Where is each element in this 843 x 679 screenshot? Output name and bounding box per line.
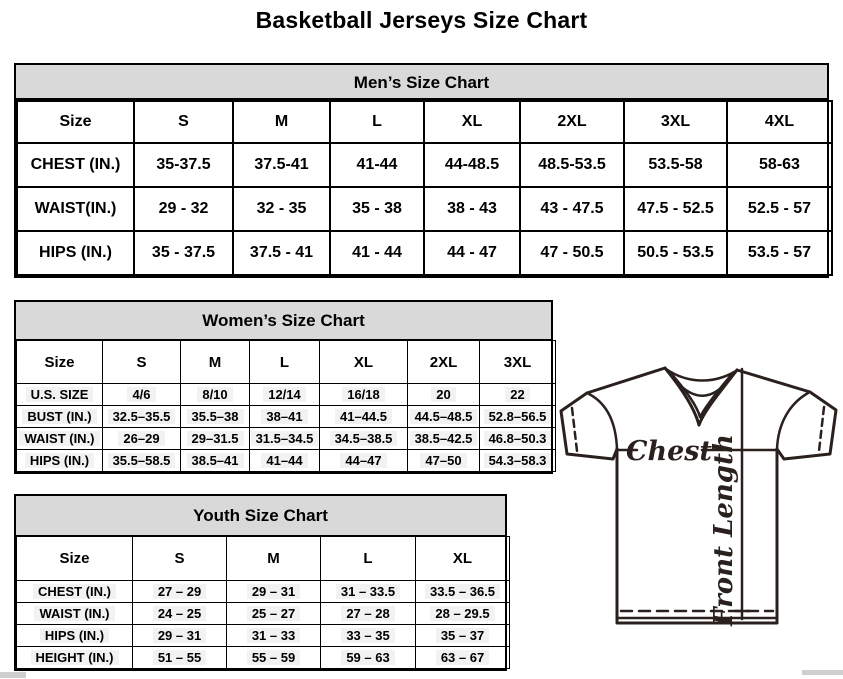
size-value-cell: 44 - 47 xyxy=(424,231,520,275)
youth-size-table xyxy=(16,536,510,669)
jersey-right-shoulder xyxy=(737,370,810,392)
row-label: HIPS (IN.) xyxy=(17,231,134,275)
measurement-row xyxy=(17,406,556,428)
size-column-header: M xyxy=(227,537,321,581)
measurement-row xyxy=(17,450,556,472)
size-value-cell: 52.8–56.5 xyxy=(480,406,556,428)
size-value-cell: 38 - 43 xyxy=(424,187,520,231)
measurement-row xyxy=(17,625,510,647)
size-value-cell: 47 - 50.5 xyxy=(520,231,624,275)
size-value-cell: 59 – 63 xyxy=(321,647,416,669)
size-value-cell: 26–29 xyxy=(103,428,181,450)
size-value-cell: 22 xyxy=(480,384,556,406)
row-label: HIPS (IN.) xyxy=(17,450,103,472)
chest-label: Chest xyxy=(626,436,712,467)
size-value-cell: 46.8–50.3 xyxy=(480,428,556,450)
size-column-header: XL xyxy=(424,101,520,143)
size-value-cell: 24 – 25 xyxy=(133,603,227,625)
size-value-cell: 38.5–41 xyxy=(181,450,250,472)
jersey-right-armhole-seam xyxy=(777,393,808,449)
size-value-cell: 47–50 xyxy=(408,450,480,472)
size-value-cell: 8/10 xyxy=(181,384,250,406)
scrollbar-fragment-right[interactable] xyxy=(802,670,843,675)
youth-chart-title: Youth Size Chart xyxy=(16,496,505,536)
jersey-torso xyxy=(617,449,777,623)
size-value-cell: 35-37.5 xyxy=(134,143,233,187)
size-value-cell: 44-48.5 xyxy=(424,143,520,187)
row-label: WAIST (IN.) xyxy=(17,603,133,625)
jersey-left-armhole-seam xyxy=(589,394,617,449)
size-column-header: XL xyxy=(416,537,510,581)
size-value-cell: 34.5–38.5 xyxy=(320,428,408,450)
size-column-header: S xyxy=(133,537,227,581)
size-value-cell: 41-44 xyxy=(330,143,424,187)
size-value-cell: 35.5–58.5 xyxy=(103,450,181,472)
size-column-header: L xyxy=(250,341,320,384)
size-value-cell: 38–41 xyxy=(250,406,320,428)
size-value-cell: 55 – 59 xyxy=(227,647,321,669)
jersey-right-cuff-dashes xyxy=(819,407,824,451)
size-column-header: XL xyxy=(320,341,408,384)
size-value-cell: 35 - 37.5 xyxy=(134,231,233,275)
size-column-header: S xyxy=(134,101,233,143)
size-value-cell: 58-63 xyxy=(727,143,832,187)
size-value-cell: 43 - 47.5 xyxy=(520,187,624,231)
size-value-cell: 31 – 33.5 xyxy=(321,581,416,603)
size-value-cell: 53.5-58 xyxy=(624,143,727,187)
size-column-header: L xyxy=(330,101,424,143)
size-value-cell: 25 – 27 xyxy=(227,603,321,625)
size-value-cell: 37.5 - 41 xyxy=(233,231,330,275)
row-label: CHEST (IN.) xyxy=(17,143,134,187)
size-column-header: 4XL xyxy=(727,101,832,143)
size-value-cell: 29 – 31 xyxy=(227,581,321,603)
size-column-label: Size xyxy=(17,101,134,143)
size-value-cell: 29–31.5 xyxy=(181,428,250,450)
size-column-header: 3XL xyxy=(480,341,556,384)
measurement-row xyxy=(17,143,832,187)
row-label: WAIST(IN.) xyxy=(17,187,134,231)
row-label: CHEST (IN.) xyxy=(17,581,133,603)
size-value-cell: 47.5 - 52.5 xyxy=(624,187,727,231)
size-column-header: 3XL xyxy=(624,101,727,143)
size-value-cell: 44–47 xyxy=(320,450,408,472)
size-value-cell: 48.5-53.5 xyxy=(520,143,624,187)
size-value-cell: 31.5–34.5 xyxy=(250,428,320,450)
womens-size-chart xyxy=(14,300,553,474)
size-value-cell: 50.5 - 53.5 xyxy=(624,231,727,275)
size-column-header: 2XL xyxy=(408,341,480,384)
mens-size-table xyxy=(16,100,833,276)
youth-size-chart xyxy=(14,494,507,671)
page-title: Basketball Jerseys Size Chart xyxy=(255,7,588,33)
measurement-row xyxy=(17,231,832,275)
mens-chart-title: Men’s Size Chart xyxy=(16,65,827,100)
scrollbar-fragment-left[interactable] xyxy=(0,672,26,678)
jersey-left-sleeve xyxy=(561,393,617,459)
front-length-label: Front Length xyxy=(709,434,739,626)
size-value-cell: 29 - 32 xyxy=(134,187,233,231)
size-column-header: 2XL xyxy=(520,101,624,143)
size-value-cell: 38.5–42.5 xyxy=(408,428,480,450)
size-value-cell: 51 – 55 xyxy=(133,647,227,669)
size-value-cell: 29 – 31 xyxy=(133,625,227,647)
size-value-cell: 31 – 33 xyxy=(227,625,321,647)
measurement-row xyxy=(17,187,832,231)
size-value-cell: 37.5-41 xyxy=(233,143,330,187)
size-column-header: L xyxy=(321,537,416,581)
size-header-row xyxy=(17,101,832,143)
size-column-header: M xyxy=(181,341,250,384)
size-value-cell: 53.5 - 57 xyxy=(727,231,832,275)
jersey-left-cuff-dashes xyxy=(572,408,577,451)
size-value-cell: 4/6 xyxy=(103,384,181,406)
measurement-row xyxy=(17,581,510,603)
measurement-row xyxy=(17,647,510,669)
row-label: HIPS (IN.) xyxy=(17,625,133,647)
size-value-cell: 32.5–35.5 xyxy=(103,406,181,428)
jersey-left-shoulder xyxy=(587,368,665,393)
size-value-cell: 54.3–58.3 xyxy=(480,450,556,472)
measurement-row xyxy=(17,603,510,625)
size-header-row xyxy=(17,537,510,581)
mens-size-chart xyxy=(14,63,829,278)
size-value-cell: 41–44 xyxy=(250,450,320,472)
size-column-label: Size xyxy=(17,537,133,581)
size-value-cell: 41 - 44 xyxy=(330,231,424,275)
jersey-diagram-icon xyxy=(553,360,843,635)
size-header-row xyxy=(17,341,556,384)
size-value-cell: 20 xyxy=(408,384,480,406)
size-value-cell: 12/14 xyxy=(250,384,320,406)
size-column-header: M xyxy=(233,101,330,143)
measurement-row xyxy=(17,428,556,450)
row-label: HEIGHT (IN.) xyxy=(17,647,133,669)
size-column-header: S xyxy=(103,341,181,384)
row-label: U.S. SIZE xyxy=(17,384,103,406)
size-value-cell: 28 – 29.5 xyxy=(416,603,510,625)
womens-chart-title: Women’s Size Chart xyxy=(16,302,551,340)
size-value-cell: 33 – 35 xyxy=(321,625,416,647)
row-label: WAIST (IN.) xyxy=(17,428,103,450)
size-value-cell: 44.5–48.5 xyxy=(408,406,480,428)
size-value-cell: 32 - 35 xyxy=(233,187,330,231)
measurement-row xyxy=(17,384,556,406)
womens-size-table xyxy=(16,340,556,472)
row-label: BUST (IN.) xyxy=(17,406,103,428)
size-value-cell: 27 – 29 xyxy=(133,581,227,603)
size-value-cell: 35 – 37 xyxy=(416,625,510,647)
size-value-cell: 35.5–38 xyxy=(181,406,250,428)
size-value-cell: 63 – 67 xyxy=(416,647,510,669)
size-value-cell: 33.5 – 36.5 xyxy=(416,581,510,603)
size-value-cell: 35 - 38 xyxy=(330,187,424,231)
size-value-cell: 41–44.5 xyxy=(320,406,408,428)
jersey-right-sleeve xyxy=(777,392,836,459)
size-column-label: Size xyxy=(17,341,103,384)
size-value-cell: 27 – 28 xyxy=(321,603,416,625)
size-value-cell: 52.5 - 57 xyxy=(727,187,832,231)
size-value-cell: 16/18 xyxy=(320,384,408,406)
